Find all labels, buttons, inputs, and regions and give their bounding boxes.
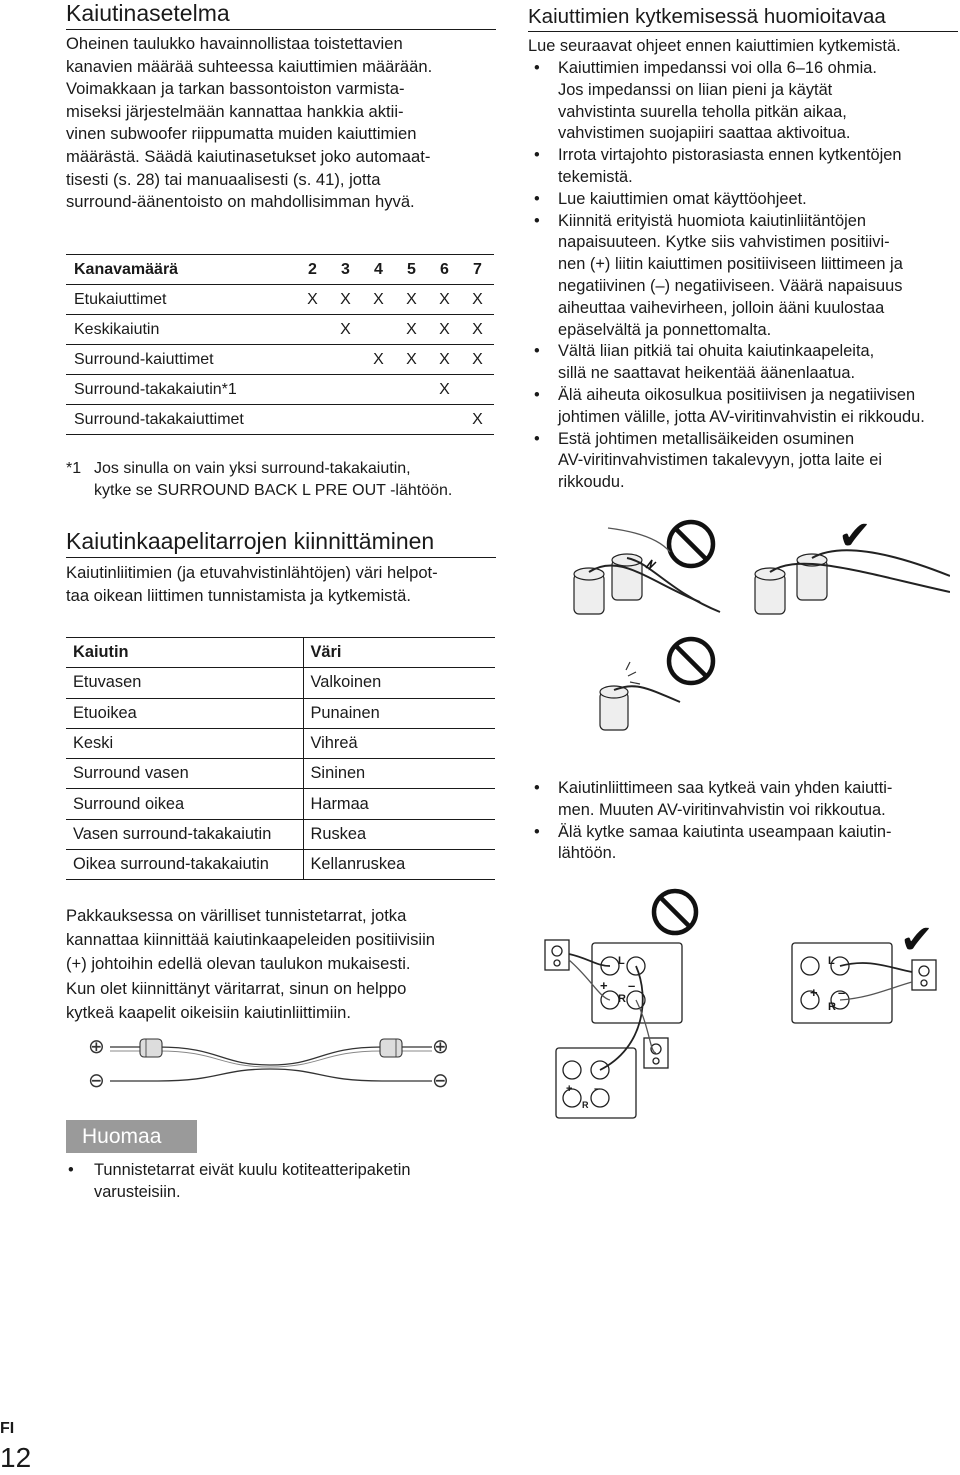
table-row [66, 759, 495, 789]
table-cell: Sininen [303, 759, 495, 789]
table-cell: X [362, 345, 395, 375]
table-header-cell: 2 [296, 255, 329, 285]
terminal-label-right: R [828, 1001, 836, 1013]
terminal-label-plus: + [810, 985, 818, 1000]
paragraph-line: Pakkauksessa on värilliset tunnistetarrat, jotka [66, 906, 407, 925]
list-item-line: AV-viritinvahvistimen takalevyyn, jotta laite ei [558, 451, 883, 470]
list-item-line: men. Muuten AV-viritinvahvistin voi rikkoutua. [558, 800, 886, 819]
paragraph-line: kytkeä kaapelit oikeisiin kaiutinliittimiin. [66, 1002, 351, 1022]
table-header-cell: 7 [461, 255, 494, 285]
list-item-line: • Kiinnitä erityistä huomiota kaiutinliitäntöjen [558, 211, 866, 230]
table-cell [428, 405, 461, 435]
connection-notes-list [528, 58, 958, 494]
paragraph-line: määrästä. Säädä kaiutinasetukset joko automaat- [66, 146, 431, 166]
list-item [528, 385, 958, 429]
table-cell: Punainen [303, 698, 495, 728]
section-title-connection-notes: Kaiuttimien kytkemisessä huomioitavaa [528, 5, 958, 32]
configuration-paragraph [66, 33, 506, 214]
connection-notes-intro: Lue seuraavat ohjeet ennen kaiuttimien kytkemistä. [528, 37, 901, 55]
section-connection-notes [528, 5, 958, 32]
table-cell: Vasen surround-takakaiutin [66, 819, 303, 849]
table-cell: X [395, 315, 428, 345]
list-item-line: sillä ne saattavat heikentää äänenlaatua. [558, 364, 856, 383]
terminal-icon [574, 554, 642, 614]
section-cable-labels [66, 528, 496, 558]
list-item [528, 429, 958, 494]
table-cell: X [428, 285, 461, 315]
list-item-line: vahvistimen suojapiiri saattaa aktivoitua. [558, 124, 851, 143]
table-row [66, 698, 495, 728]
table-cell: Vihreä [303, 728, 495, 758]
table-cell: Keskikaiutin [66, 315, 296, 345]
terminal-board-icon [792, 943, 892, 1023]
list-item-line: • Kaiuttimien impedanssi voi olla 6–16 ohmia. [558, 59, 877, 77]
table-row [66, 375, 494, 405]
terminal-label-plus: + [566, 1083, 573, 1095]
table-cell: X [461, 285, 494, 315]
list-item [528, 145, 958, 189]
list-item-line: • Älä aiheuta oikosulkua positiivisen ja negatiivisen [558, 385, 916, 404]
table-cell: Surround-takakaiuttimet [66, 405, 296, 435]
terminal-label-minus: – [838, 985, 846, 1000]
terminal-label-minus: – [628, 978, 636, 993]
table-cell [362, 375, 395, 405]
list-item [528, 189, 958, 211]
table-cell: Etuvasen [66, 668, 303, 698]
table-cell: X [428, 345, 461, 375]
channel-table [66, 254, 494, 435]
table-cell: Ruskea [303, 819, 495, 849]
table-header-cell: Kanavamäärä [66, 255, 296, 285]
table-row [66, 850, 495, 880]
table-cell: Surround vasen [66, 759, 303, 789]
list-item-line: epäselvältä ja ponnettomalta. [558, 320, 772, 339]
bullet-icon: • [68, 1161, 74, 1179]
table-cell: Oikea surround-takakaiutin [66, 850, 303, 880]
table-cell [461, 375, 494, 405]
list-item-line: rikkoudu. [558, 473, 625, 492]
note-line: Tunnistetarrat eivät kuulu kotiteatteripaketin [94, 1161, 411, 1179]
table-cell: Etukaiuttimet [66, 285, 296, 315]
list-item-line: • Vältä liian pitkiä tai ohuita kaiutinkaapeleita, [558, 342, 875, 361]
table-cell: Surround-takakaiutin*1 [66, 375, 296, 405]
minus-symbol: ⊖ [88, 1070, 105, 1092]
paragraph-line: Kun olet kiinnittänyt väritarrat, sinun on helppo [66, 978, 407, 998]
minus-symbol: ⊖ [432, 1070, 449, 1092]
paragraph-line: (+) johtoihin edellä olevan taulukon mukaisesti. [66, 954, 411, 974]
list-item [528, 58, 958, 145]
speaker-board-illustration [540, 888, 955, 1128]
section-title-kaiutinasetelma: Kaiutinasetelma [66, 0, 496, 30]
table-cell: Surround-kaiuttimet [66, 345, 296, 375]
prohibited-icon [669, 522, 713, 566]
list-item-line: johtimen välille, jotta AV-viritinvahvistin ei rikkoudu. [558, 407, 925, 426]
table-header-cell: 5 [395, 255, 428, 285]
list-item-line: napaisuuteen. Kytke siis vahvistimen positiivi- [558, 233, 890, 252]
table-cell [296, 375, 329, 405]
table-cell: X [461, 345, 494, 375]
paragraph-line: miseksi järjestelmään kannattaa hankkia aktii- [66, 101, 404, 121]
terminal-label-plus: + [600, 978, 608, 993]
table-header-cell: 4 [362, 255, 395, 285]
prohibited-icon [669, 639, 713, 683]
paragraph-line: kanavien määrää suhteessa kaiuttimien määrään. [66, 56, 433, 76]
table-row [66, 789, 495, 819]
cable-labels-paragraph [66, 562, 506, 607]
list-item-line: vahvistinta suurella teholla pitkän aikaa, [558, 102, 847, 121]
table-cell: X [296, 285, 329, 315]
labeled-cable-illustration [88, 1035, 458, 1095]
list-item-line: nen (+) liitin kaiuttimen positiiviseen liittimeen ja [558, 255, 903, 274]
list-item-line: aiheuttaa vaihevirheen, jolloin ääni kuulostaa [558, 298, 885, 317]
terminal-icon [755, 554, 827, 614]
table-cell [362, 405, 395, 435]
note-heading: Huomaa [82, 1125, 162, 1148]
table-cell [395, 405, 428, 435]
check-mark-icon: ✔ [838, 514, 872, 558]
list-item [528, 778, 958, 822]
list-item-line: • Kaiutinliittimeen saa kytkeä vain yhden kaiutti- [558, 779, 893, 797]
table-cell: X [329, 315, 362, 345]
terminal-label-right: R [582, 1100, 589, 1110]
table-cell: Surround oikea [66, 789, 303, 819]
list-item [528, 211, 958, 342]
table-cell: X [329, 285, 362, 315]
channel-table-footnote [66, 458, 506, 501]
table-cell: Valkoinen [303, 668, 495, 698]
table-header-cell: 3 [329, 255, 362, 285]
table-cell [329, 405, 362, 435]
table-cell: X [395, 285, 428, 315]
paragraph-line: vinen subwoofer riippumatta muiden kaiuttimien [66, 124, 417, 144]
terminal-label-left: L [618, 955, 625, 967]
paragraph-line: Voimakkaan ja tarkan bassontoiston varmista- [66, 79, 405, 99]
table-cell [362, 315, 395, 345]
terminal-label-left: L [828, 955, 835, 967]
footnote-line: kytke se SURROUND BACK L PRE OUT -lähtöön. [94, 481, 453, 499]
speaker-color-table [66, 637, 495, 880]
list-item-line: • Irrota virtajohto pistorasiasta ennen kytkentöjen [558, 146, 902, 165]
table-cell: X [461, 315, 494, 345]
table-cell: X [362, 285, 395, 315]
wiring-illustration [560, 512, 950, 752]
terminal-label-minus: – [594, 1083, 601, 1095]
list-item-line: tekemistä. [558, 167, 633, 186]
check-mark-icon: ✔ [900, 918, 934, 962]
table-cell [395, 375, 428, 405]
list-item-line: negatiivinen (–) negatiiviseen. Väärä napaisuus [558, 276, 903, 295]
list-item-line: Jos impedanssi on liian pieni ja käytät [558, 80, 833, 99]
footnote-line: Jos sinulla on vain yksi surround-takakaiutin, [94, 460, 411, 477]
table-cell [296, 315, 329, 345]
table-row [66, 728, 495, 758]
table-header-cell: Kaiutin [66, 638, 303, 668]
paragraph-line: taa oikean liittimen tunnistamista ja kytkemistä. [66, 585, 411, 605]
table-row [66, 285, 494, 315]
table-row [66, 668, 495, 698]
list-item-line: • Lue kaiuttimien omat käyttöohjeet. [558, 189, 807, 208]
language-code: FI [0, 1420, 15, 1437]
table-cell: X [428, 315, 461, 345]
table-cell: Keski [66, 728, 303, 758]
section-speaker-configuration [66, 0, 496, 30]
prohibited-icon [654, 891, 696, 933]
list-item-line: • Älä kytke samaa kaiutinta useampaan kaiutin- [558, 822, 892, 841]
table-cell [296, 345, 329, 375]
table-cell [329, 345, 362, 375]
plus-symbol: ⊕ [88, 1036, 105, 1058]
table-cell: Etuoikea [66, 698, 303, 728]
paragraph-line: tisesti (s. 28) tai manuaalisesti (s. 41), jotta [66, 169, 381, 189]
table-row [66, 405, 494, 435]
footnote-marker: *1 [66, 460, 82, 477]
table-cell: X [461, 405, 494, 435]
table-header-cell: 6 [428, 255, 461, 285]
speaker-cable-icon [110, 1035, 432, 1095]
note-line: varusteisiin. [94, 1182, 181, 1201]
list-item [528, 341, 958, 385]
table-cell: X [395, 345, 428, 375]
page-number: 12 [0, 1442, 32, 1473]
table-cell [329, 375, 362, 405]
table-row [66, 819, 495, 849]
paragraph-line: kannattaa kiinnittää kaiutinkaapeleiden positiivisiin [66, 930, 435, 950]
plus-symbol: ⊕ [432, 1036, 449, 1058]
table-cell: Harmaa [303, 789, 495, 819]
paragraph-line: Oheinen taulukko havainnollistaa toistettavien [66, 34, 403, 53]
table-cell [296, 405, 329, 435]
color-table-header [66, 638, 495, 668]
channel-table-header [66, 255, 494, 285]
list-item-line: lähtöön. [558, 844, 617, 863]
list-item-line: • Estä johtimen metallisäikeiden osuminen [558, 429, 855, 448]
table-row [66, 315, 494, 345]
list-item [528, 822, 958, 866]
table-row [66, 345, 494, 375]
paragraph-line: Kaiutinliitimien (ja etuvahvistinlähtöjen) väri helpot- [66, 563, 438, 582]
note-heading-box [66, 1120, 197, 1153]
terminal-label-right: R [618, 993, 626, 1005]
terminal-icon [600, 686, 628, 730]
cable-labels-paragraph-2 [66, 904, 506, 1025]
section-title-cable-labels: Kaiutinkaapelitarrojen kiinnittäminen [66, 528, 496, 558]
paragraph-line: surround-äänentoisto on mahdollisimman hyvä. [66, 192, 415, 212]
table-header-cell: Väri [303, 638, 495, 668]
note-bullet [66, 1160, 506, 1204]
connection-notes-list-2 [528, 778, 958, 865]
table-cell: X [428, 375, 461, 405]
table-cell: Kellanruskea [303, 850, 495, 880]
